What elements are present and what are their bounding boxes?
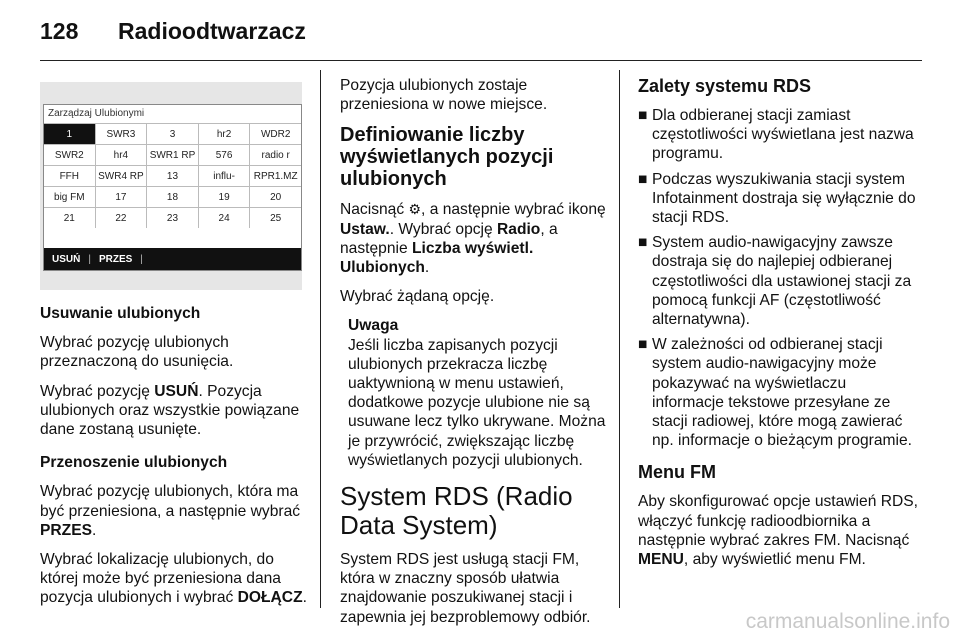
column-2 bbox=[340, 76, 606, 637]
grid-row bbox=[44, 144, 301, 165]
rds-heading: System RDS (Radio Data System) bbox=[340, 481, 573, 541]
favourite-slot[interactable]: SWR1 RP bbox=[146, 145, 198, 165]
favourites-screen-image bbox=[40, 82, 302, 290]
column-1 bbox=[40, 304, 308, 618]
define-count-paragraph: Nacisnąć ⚙, a następnie wybrać ikonę Ustaw.. Wybrać opcję Radio, a następnie Liczba wyświetl. Ulubionych. bbox=[340, 201, 606, 277]
note-block bbox=[340, 316, 606, 470]
grid-row bbox=[44, 123, 301, 144]
favourite-slot[interactable]: 20 bbox=[249, 187, 301, 207]
move-button[interactable]: PRZES bbox=[98, 253, 133, 265]
list-item: ■ W zależności od odbieranej stacji system audio-nawigacyjny może pokazywać na wyświetlaczu informacje tekstowe przesyłane ze stacji radiowej, które mogą zawierać np. informacje o bieżącym programie. bbox=[638, 336, 913, 450]
favourite-slot[interactable]: FFH bbox=[59, 170, 80, 182]
delete-button[interactable]: USUŃ bbox=[52, 253, 81, 265]
favourite-slot[interactable]: hr4 bbox=[95, 145, 147, 165]
list-item: ■ Podczas wyszukiwania stacji system Infotainment dostraja się wyłącznie do stacji RDS. bbox=[638, 170, 916, 227]
list-item: ■ Dla odbieranej stacji zamiast częstotliwości wyświetlana jest nazwa programu. bbox=[638, 107, 914, 163]
favourite-slot[interactable]: 25 bbox=[249, 208, 301, 228]
favourite-slot[interactable]: 23 bbox=[146, 208, 198, 228]
favourite-slot[interactable]: 24 bbox=[198, 208, 250, 228]
config-icon: ⚙ bbox=[408, 201, 422, 218]
remove-paragraph-2: Wybrać pozycję USUŃ. Pozycja ulubionych oraz wszystkie powiązane dane zostaną usunięte. bbox=[40, 382, 300, 439]
favourite-slot[interactable]: 19 bbox=[198, 187, 250, 207]
favourite-slot[interactable]: 21 bbox=[63, 212, 75, 224]
favourites-grid bbox=[44, 123, 301, 228]
fm-menu-paragraph: Aby skonfigurować opcje ustawień RDS, włączyć funkcję radioodbiornika a następnie wybrać zakres FM. Nacisnąć MENU, aby wyświetlić menu FM. bbox=[638, 493, 918, 569]
favourites-screen bbox=[43, 104, 302, 271]
screen-title: Zarządzaj Ulubionymi bbox=[48, 108, 145, 119]
rds-paragraph: System RDS jest usługą stacji FM, która w znaczny sposób ułatwia znajdowanie poszukiwanej stacji i zapewnia jej bezproblemowy odbiór. bbox=[340, 551, 591, 626]
move-favourites-heading: Przenoszenie ulubionych bbox=[40, 454, 228, 472]
select-option-paragraph: Wybrać żądaną opcję. bbox=[340, 288, 495, 306]
favourite-slot[interactable]: 17 bbox=[95, 187, 147, 207]
screen-bottom-bar bbox=[44, 248, 301, 270]
favourite-slot[interactable]: SWR3 bbox=[95, 124, 147, 144]
grid-row bbox=[44, 186, 301, 207]
column-divider-2 bbox=[619, 70, 620, 608]
bar-separator: | bbox=[88, 253, 91, 265]
remove-paragraph-1: Wybrać pozycję ulubionych przeznaczoną do usunięcia. bbox=[40, 334, 234, 371]
chapter-title: Radioodtwarzacz bbox=[118, 18, 306, 44]
favourite-slot[interactable]: 13 bbox=[146, 166, 198, 186]
favourite-slot[interactable]: 18 bbox=[146, 187, 198, 207]
fm-menu-heading: Menu FM bbox=[638, 462, 716, 483]
list-item: ■ System audio-nawigacyjny zawsze dostraja się do najlepiej odbieranej częstotliwości dla ustawionej stacji za pomocą funkcji AF (częstotliwość alternatywna). bbox=[638, 234, 912, 329]
header-rule bbox=[40, 60, 922, 61]
grid-row bbox=[44, 165, 301, 186]
favourite-slot[interactable]: 576 bbox=[198, 145, 250, 165]
page-number: 128 bbox=[40, 18, 79, 44]
favourite-slot[interactable]: 1 bbox=[44, 124, 95, 144]
column-divider-1 bbox=[320, 70, 321, 608]
favourite-slot[interactable]: hr2 bbox=[198, 124, 250, 144]
column-3 bbox=[638, 76, 922, 579]
favourite-slot[interactable]: WDR2 bbox=[249, 124, 301, 144]
favourite-slot[interactable]: big FM bbox=[54, 191, 85, 203]
page-header bbox=[40, 12, 920, 52]
favourite-slot[interactable]: 22 bbox=[95, 208, 147, 228]
move-paragraph-2: Wybrać lokalizację ulubionych, do której może być przeniesiona dana pozycja ulubionych i wybrać DOŁĄCZ. bbox=[40, 551, 307, 607]
moved-paragraph: Pozycja ulubionych zostaje przeniesiona w nowe miejsce. bbox=[340, 77, 548, 114]
bar-separator: | bbox=[140, 253, 143, 265]
favourite-slot[interactable]: 3 bbox=[146, 124, 198, 144]
rds-advantages-list bbox=[638, 106, 922, 450]
move-paragraph-1: Wybrać pozycję ulubionych, która ma być przeniesiona, a następnie wybrać PRZES. bbox=[40, 483, 301, 539]
grid-row bbox=[44, 207, 301, 228]
note-title: Uwaga bbox=[348, 317, 399, 335]
favourite-slot[interactable]: SWR4 RP bbox=[95, 166, 147, 186]
favourite-slot[interactable]: RPR1.MZ bbox=[249, 166, 301, 186]
favourite-slot[interactable]: radio r bbox=[249, 145, 301, 165]
define-count-heading: Definiowanie liczby wyświetlanych pozycji ulubionych bbox=[340, 124, 554, 191]
watermark: carmanualsonline.info bbox=[745, 610, 950, 633]
favourite-slot[interactable]: SWR2 bbox=[54, 149, 84, 161]
favourite-slot[interactable]: influ- bbox=[198, 166, 250, 186]
remove-favourites-heading: Usuwanie ulubionych bbox=[40, 305, 201, 322]
rds-advantages-heading: Zalety systemu RDS bbox=[638, 76, 812, 96]
note-text: Jeśli liczba zapisanych pozycji ulubionych przekracza liczbę uaktywnioną w menu ustawień, dodatkowe pozycje ulubione nie są usuwane lecz tylko ukrywane. Można je przywrócić, zwiększając liczbę wyświetlanych pozycji ulubionych. bbox=[348, 336, 606, 469]
